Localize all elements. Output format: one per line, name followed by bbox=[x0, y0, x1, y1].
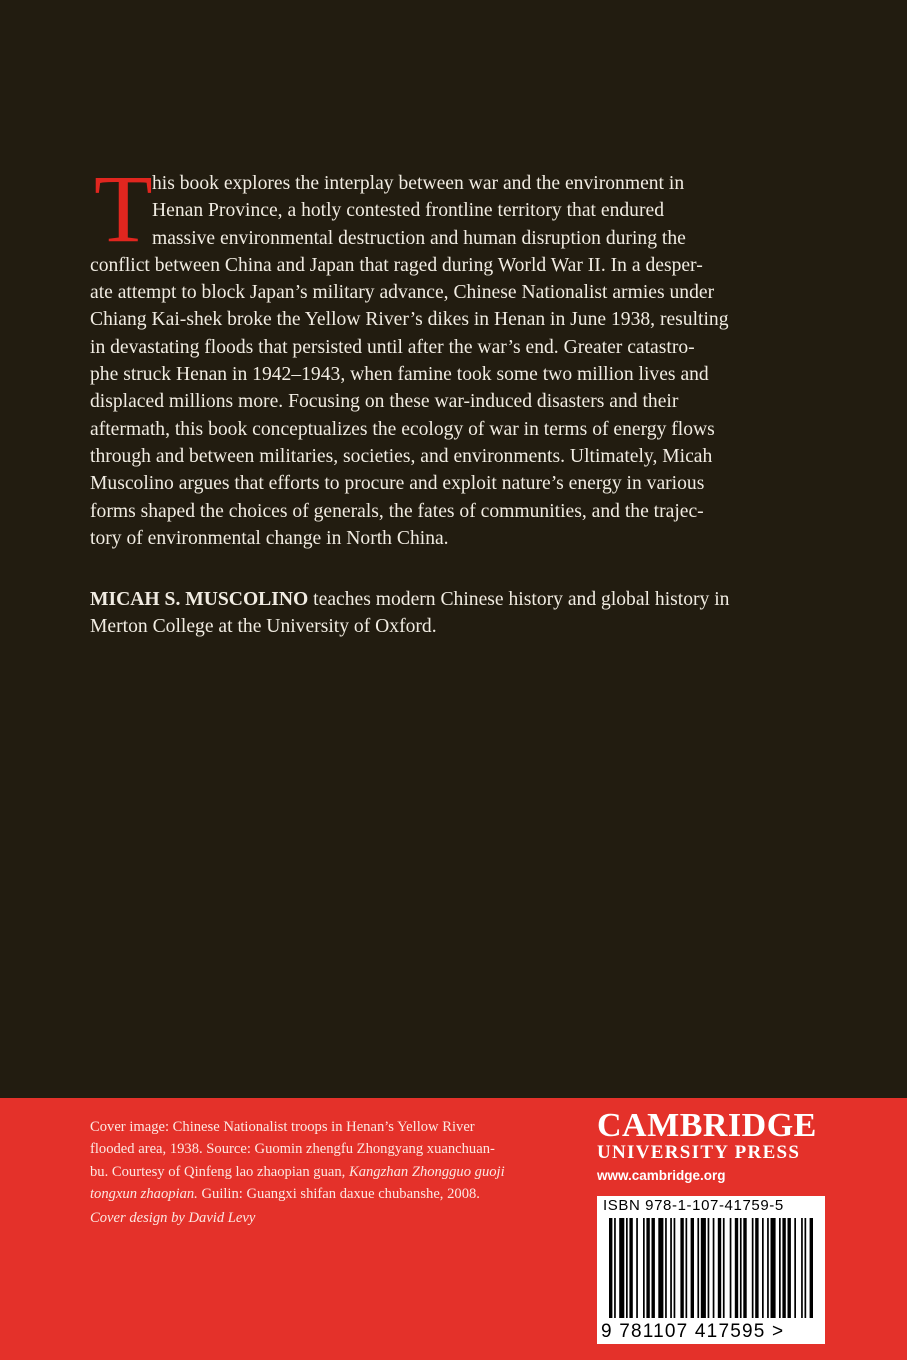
barcode-bars bbox=[597, 1216, 825, 1322]
drop-cap: T bbox=[94, 155, 153, 262]
barcode-bar bbox=[609, 1218, 612, 1318]
publisher-subtitle: UNIVERSITY PRESS bbox=[597, 1142, 801, 1163]
blurb-line: his book explores the interplay between war and the environment in bbox=[152, 173, 685, 194]
blurb-line: tory of environmental change in North China. bbox=[90, 527, 449, 549]
blurb-line: conflict between China and Japan that raged during World War II. In a desper- bbox=[90, 254, 703, 276]
barcode-bar bbox=[674, 1218, 676, 1318]
barcode-bar bbox=[782, 1218, 785, 1318]
blurb-line: displaced millions more. Focusing on these war-induced disasters and their bbox=[90, 391, 679, 413]
barcode-bar bbox=[735, 1218, 738, 1318]
credit-title: tongxun zhaopian. bbox=[90, 1186, 198, 1203]
barcode-bar bbox=[643, 1218, 645, 1318]
barcode-bar bbox=[730, 1218, 732, 1318]
barcode-bar bbox=[646, 1218, 649, 1318]
barcode-bar bbox=[779, 1218, 781, 1318]
author-bio bbox=[90, 586, 830, 641]
barcode-bar bbox=[805, 1218, 807, 1318]
barcode-bar bbox=[614, 1218, 616, 1318]
barcode-bar bbox=[762, 1218, 764, 1318]
isbn-label: ISBN 978-1-107-41759-5 bbox=[603, 1197, 784, 1214]
barcode-bar bbox=[723, 1218, 725, 1318]
barcode-bar bbox=[626, 1218, 628, 1318]
credit-title: Kangzhan Zhongguo guoji bbox=[348, 1163, 505, 1180]
barcode-bar bbox=[718, 1218, 721, 1318]
blurb-line: through and between militaries, societies, and environments. Ultimately, Micah bbox=[90, 445, 713, 467]
barcode-bar bbox=[801, 1218, 803, 1318]
blurb-line: Chiang Kai-shek broke the Yellow River’s dikes in Henan in June 1938, resulting bbox=[90, 309, 729, 331]
barcode-bar bbox=[691, 1218, 694, 1318]
barcode-bar bbox=[652, 1218, 655, 1318]
credit-line bbox=[90, 1161, 585, 1183]
isbn-digits: 9 781107 417595 > bbox=[601, 1321, 785, 1342]
cover-designer: Cover design by David Levy bbox=[90, 1210, 256, 1226]
barcode-bar bbox=[697, 1218, 699, 1318]
blurb-line: aftermath, this book conceptualizes the ecology of war in terms of energy flows bbox=[90, 418, 715, 440]
barcode-bar bbox=[636, 1218, 638, 1318]
barcode-bar bbox=[794, 1218, 796, 1318]
publisher-url: www.cambridge.org bbox=[597, 1168, 726, 1183]
credit-line: flooded area, 1938. Source: Guomin zhengfu Zhongyang xuanchuan- bbox=[90, 1141, 495, 1158]
publisher-logo bbox=[597, 1106, 825, 1186]
blurb-line: massive environmental destruction and human disruption during the bbox=[152, 227, 686, 249]
blurb-line: in devastating floods that persisted until after the war’s end. Greater catastro- bbox=[90, 336, 695, 358]
cover-credit bbox=[90, 1116, 585, 1206]
blurb-line: ate attempt to block Japan’s military advance, Chinese Nationalist armies under bbox=[90, 282, 715, 304]
barcode-bar bbox=[658, 1218, 663, 1318]
barcode-bar bbox=[670, 1218, 672, 1318]
barcode-bar bbox=[680, 1218, 683, 1318]
credit-text: Guilin: Guangxi shifan daxue chubanshe, 2008. bbox=[197, 1186, 480, 1203]
footer-band bbox=[0, 1098, 907, 1360]
credit-line bbox=[90, 1183, 585, 1205]
barcode-bar bbox=[771, 1218, 776, 1318]
author-name: MICAH S. MUSCOLINO bbox=[90, 589, 309, 610]
credit-text: bu. Courtesy of Qinfeng lao zhaopian guan, bbox=[90, 1163, 349, 1180]
barcode-bar bbox=[708, 1218, 710, 1318]
barcode-bar bbox=[743, 1218, 746, 1318]
barcode-bar bbox=[629, 1218, 632, 1318]
barcode-bar bbox=[686, 1218, 688, 1318]
barcode-bar bbox=[665, 1218, 667, 1318]
barcode-bar bbox=[740, 1218, 742, 1318]
blurb-line: phe struck Henan in 1942–1943, when famine took some two million lives and bbox=[90, 364, 709, 386]
barcode-bar bbox=[767, 1218, 769, 1318]
credit-line: Cover image: Chinese Nationalist troops in Henan’s Yellow River bbox=[90, 1119, 475, 1135]
barcode-bar bbox=[713, 1218, 715, 1318]
blurb-line: Henan Province, a hotly contested frontline territory that endured bbox=[152, 200, 664, 222]
bio-line: Merton College at the University of Oxford. bbox=[90, 616, 437, 638]
blurb-line: Muscolino argues that efforts to procure and exploit nature’s energy in various bbox=[90, 473, 705, 495]
barcode-bar bbox=[788, 1218, 791, 1318]
barcode bbox=[597, 1196, 825, 1344]
blurb-line: forms shaped the choices of generals, the fates of communities, and the trajec- bbox=[90, 500, 704, 522]
barcode-bar bbox=[701, 1218, 706, 1318]
publisher-name: CAMBRIDGE bbox=[597, 1107, 817, 1144]
barcode-bar bbox=[619, 1218, 624, 1318]
barcode-bar bbox=[755, 1218, 758, 1318]
barcode-bar bbox=[810, 1218, 813, 1318]
bio-text: teaches modern Chinese history and global history in bbox=[308, 589, 730, 610]
book-description bbox=[90, 155, 820, 552]
barcode-bar bbox=[752, 1218, 754, 1318]
bio-line bbox=[90, 586, 830, 613]
